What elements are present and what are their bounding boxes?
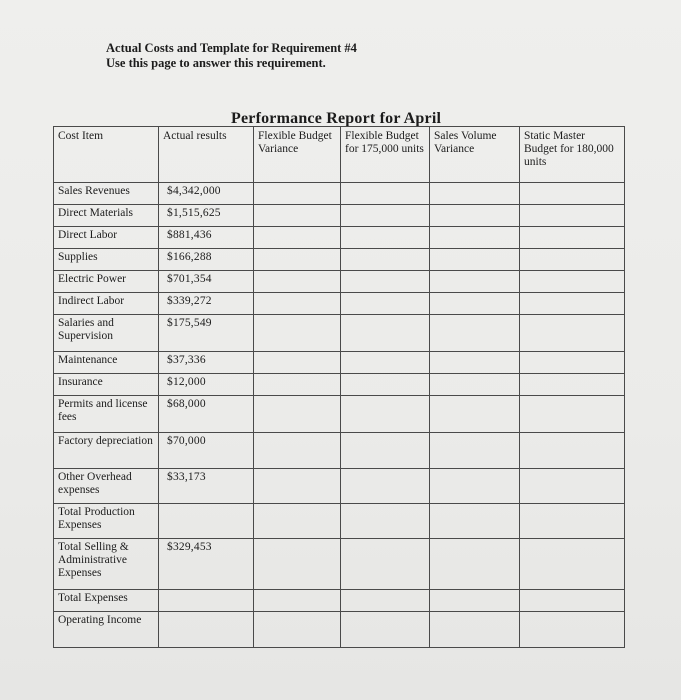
flexible-budget-cell xyxy=(341,205,430,227)
flexible-budget-cell xyxy=(341,271,430,293)
flexible-budget-variance-cell xyxy=(254,205,341,227)
flexible-budget-cell xyxy=(341,374,430,396)
table-row xyxy=(54,249,625,271)
flexible-budget-cell xyxy=(341,227,430,249)
static-master-budget-cell xyxy=(520,504,625,539)
flexible-budget-variance-cell xyxy=(254,315,341,352)
table-row xyxy=(54,227,625,249)
flexible-budget-variance-cell xyxy=(254,590,341,612)
flexible-budget-cell xyxy=(341,352,430,374)
table-row xyxy=(54,469,625,504)
header-flexible-budget: Flexible Budget for 175,000 units xyxy=(341,127,430,183)
flexible-budget-variance-cell xyxy=(254,504,341,539)
performance-report-table xyxy=(53,126,625,648)
actual-results-cell: $68,000 xyxy=(159,396,254,433)
sales-volume-variance-cell xyxy=(430,374,520,396)
static-master-budget-cell xyxy=(520,271,625,293)
actual-results-cell: $166,288 xyxy=(159,249,254,271)
table-row xyxy=(54,612,625,648)
table-row xyxy=(54,293,625,315)
heading-line-2: Use this page to answer this requirement. xyxy=(106,56,326,70)
flexible-budget-cell xyxy=(341,433,430,469)
sales-volume-variance-cell xyxy=(430,205,520,227)
cost-item-cell: Other Overhead expenses xyxy=(54,469,159,504)
table-row xyxy=(54,352,625,374)
flexible-budget-variance-cell xyxy=(254,293,341,315)
sales-volume-variance-cell xyxy=(430,271,520,293)
table-row xyxy=(54,396,625,433)
static-master-budget-cell xyxy=(520,396,625,433)
sales-volume-variance-cell xyxy=(430,539,520,590)
sales-volume-variance-cell xyxy=(430,504,520,539)
cost-item-cell: Direct Labor xyxy=(54,227,159,249)
cost-item-cell: Factory depreciation xyxy=(54,433,159,469)
static-master-budget-cell xyxy=(520,374,625,396)
flexible-budget-variance-cell xyxy=(254,433,341,469)
flexible-budget-cell xyxy=(341,539,430,590)
cost-item-cell: Total Expenses xyxy=(54,590,159,612)
flexible-budget-cell xyxy=(341,315,430,352)
cost-item-cell: Electric Power xyxy=(54,271,159,293)
flexible-budget-variance-cell xyxy=(254,271,341,293)
sales-volume-variance-cell xyxy=(430,249,520,271)
actual-results-cell: $701,354 xyxy=(159,271,254,293)
flexible-budget-cell xyxy=(341,504,430,539)
flexible-budget-variance-cell xyxy=(254,249,341,271)
sales-volume-variance-cell xyxy=(430,469,520,504)
actual-results-cell xyxy=(159,504,254,539)
header-static-master-budget: Static Master Budget for 180,000 units xyxy=(520,127,625,183)
heading-line-1: Actual Costs and Template for Requirement #4 xyxy=(106,41,357,55)
cost-item-cell: Insurance xyxy=(54,374,159,396)
cost-item-cell: Indirect Labor xyxy=(54,293,159,315)
static-master-budget-cell xyxy=(520,227,625,249)
flexible-budget-cell xyxy=(341,612,430,648)
sales-volume-variance-cell xyxy=(430,293,520,315)
actual-results-cell: $33,173 xyxy=(159,469,254,504)
flexible-budget-variance-cell xyxy=(254,227,341,249)
cost-item-cell: Permits and license fees xyxy=(54,396,159,433)
flexible-budget-variance-cell xyxy=(254,539,341,590)
actual-results-cell: $329,453 xyxy=(159,539,254,590)
flexible-budget-variance-cell xyxy=(254,469,341,504)
cost-item-cell: Maintenance xyxy=(54,352,159,374)
actual-results-cell: $12,000 xyxy=(159,374,254,396)
sales-volume-variance-cell xyxy=(430,433,520,469)
static-master-budget-cell xyxy=(520,612,625,648)
flexible-budget-cell xyxy=(341,293,430,315)
cost-item-cell: Total Selling & Administrative Expenses xyxy=(54,539,159,590)
sales-volume-variance-cell xyxy=(430,352,520,374)
sales-volume-variance-cell xyxy=(430,396,520,433)
actual-results-cell: $37,336 xyxy=(159,352,254,374)
table-row xyxy=(54,539,625,590)
flexible-budget-variance-cell xyxy=(254,352,341,374)
static-master-budget-cell xyxy=(520,469,625,504)
static-master-budget-cell xyxy=(520,539,625,590)
flexible-budget-variance-cell xyxy=(254,183,341,205)
table-row xyxy=(54,590,625,612)
actual-results-cell xyxy=(159,612,254,648)
flexible-budget-cell xyxy=(341,249,430,271)
sales-volume-variance-cell xyxy=(430,183,520,205)
header-cost-item: Cost Item xyxy=(54,127,159,183)
cost-item-cell: Sales Revenues xyxy=(54,183,159,205)
cost-item-cell: Supplies xyxy=(54,249,159,271)
header-row xyxy=(54,127,625,183)
actual-results-cell: $4,342,000 xyxy=(159,183,254,205)
actual-results-cell: $339,272 xyxy=(159,293,254,315)
static-master-budget-cell xyxy=(520,590,625,612)
sales-volume-variance-cell xyxy=(430,612,520,648)
table-row xyxy=(54,183,625,205)
cost-item-cell: Direct Materials xyxy=(54,205,159,227)
cost-item-cell: Total Production Expenses xyxy=(54,504,159,539)
sales-volume-variance-cell xyxy=(430,315,520,352)
page-heading xyxy=(106,41,357,71)
actual-results-cell: $70,000 xyxy=(159,433,254,469)
flexible-budget-variance-cell xyxy=(254,612,341,648)
sales-volume-variance-cell xyxy=(430,590,520,612)
cost-item-cell: Salaries and Supervision xyxy=(54,315,159,352)
static-master-budget-cell xyxy=(520,183,625,205)
table-row xyxy=(54,374,625,396)
static-master-budget-cell xyxy=(520,249,625,271)
report-title: Performance Report for April xyxy=(231,110,442,127)
table-row xyxy=(54,271,625,293)
header-actual-results: Actual results xyxy=(159,127,254,183)
static-master-budget-cell xyxy=(520,315,625,352)
actual-results-cell: $881,436 xyxy=(159,227,254,249)
flexible-budget-variance-cell xyxy=(254,374,341,396)
header-flexible-budget-variance: Flexible Budget Variance xyxy=(254,127,341,183)
table-row xyxy=(54,504,625,539)
sales-volume-variance-cell xyxy=(430,227,520,249)
header-sales-volume-variance: Sales Volume Variance xyxy=(430,127,520,183)
report-body xyxy=(54,183,625,648)
static-master-budget-cell xyxy=(520,433,625,469)
flexible-budget-cell xyxy=(341,183,430,205)
flexible-budget-cell xyxy=(341,469,430,504)
flexible-budget-cell xyxy=(341,590,430,612)
table-row xyxy=(54,205,625,227)
flexible-budget-cell xyxy=(341,396,430,433)
actual-results-cell: $1,515,625 xyxy=(159,205,254,227)
cost-item-cell: Operating Income xyxy=(54,612,159,648)
actual-results-cell: $175,549 xyxy=(159,315,254,352)
static-master-budget-cell xyxy=(520,293,625,315)
table-row xyxy=(54,433,625,469)
static-master-budget-cell xyxy=(520,205,625,227)
table-row xyxy=(54,315,625,352)
flexible-budget-variance-cell xyxy=(254,396,341,433)
actual-results-cell xyxy=(159,590,254,612)
static-master-budget-cell xyxy=(520,352,625,374)
